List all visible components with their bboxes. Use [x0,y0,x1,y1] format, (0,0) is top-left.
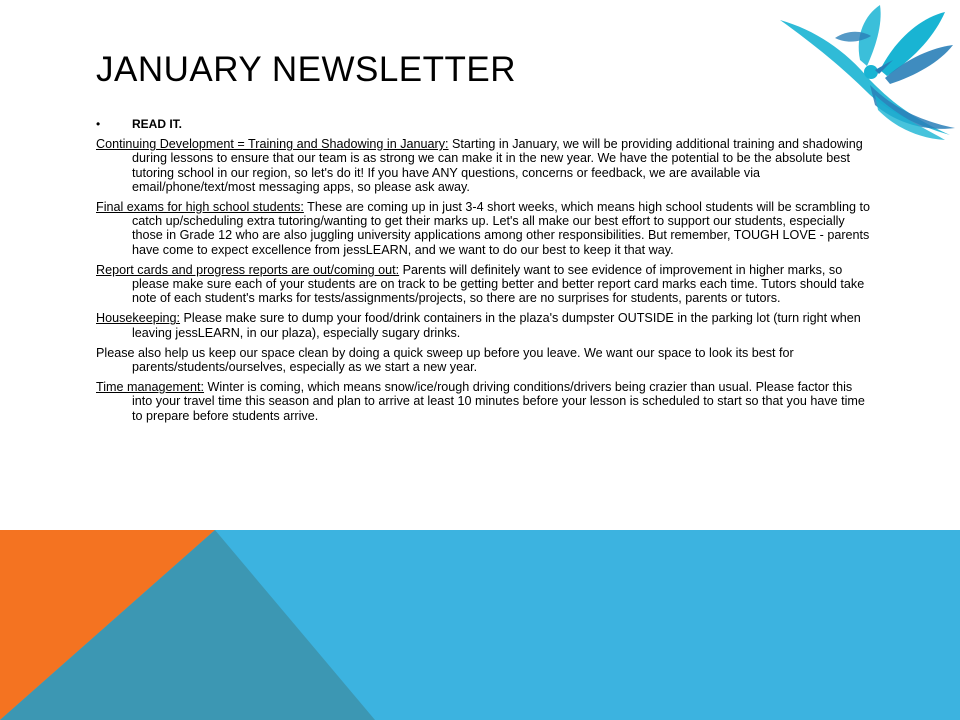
paragraph-report-cards [96,263,872,306]
decorative-footer-band [0,530,960,720]
paragraph-text: Parents will definitely want to see evidence of improvement in higher marks, so please make sure each of your students are on track to be getting better and better report card marks each time. Tutors should take note of each student's marks for tests/assignments/projects, so there are no surprises for students, parents or tutors. [132,262,865,306]
bullet-dot: • [96,117,101,131]
bullet-text: READ IT. [132,117,183,131]
bullet-item [96,117,872,131]
paragraph-heading: Continuing Development = Training and Shadowing in January: [96,137,449,152]
slide-title: JANUARY NEWSLETTER [96,50,517,89]
paragraph-heading: Housekeeping: [96,311,181,326]
paragraph-final-exams [96,200,872,257]
paragraph-text: Starting in January, we will be providing additional training and shadowing during lessons to ensure that our team is as strong we can make it in the new year. We have the potential to be the absolute best tutoring school in our region, so let's do it! If you have ANY questions, concerns or feedback, we are available via email/phone/text/most messaging apps, so please ask away. [132,137,863,194]
paragraph-clean-space [96,346,872,374]
paragraph-time-management [96,380,872,423]
paragraph-heading: Final exams for high school students: [96,200,304,215]
paragraph-housekeeping [96,311,872,339]
paragraph-text: These are coming up in just 3-4 short weeks, which means high school students will be scrambling to catch up/scheduling extra tutoring/wanting to get their marks up. Let's all make our best effort to support our students, especially those in Grade 12 who are also juggling university applications among other responsibilities. But remember, TOUGH LOVE - parents have come to expect excellence from jessLEARN, and we want to do our best to keep it that way. [132,200,870,257]
paragraph-continuing-development [96,137,872,194]
paragraph-heading: Report cards and progress reports are out/coming out: [96,262,400,277]
paragraph-heading: Time management: [96,380,205,395]
paragraph-text: Please make sure to dump your food/drink containers in the plaza's dumpster OUTSIDE in the parking lot (turn right when leaving jessLEARN, in our plaza), especially sugary drinks. [132,311,861,340]
paragraph-text: Winter is coming, which means snow/ice/rough driving conditions/drivers being crazier than usual. Please factor this into your travel time this season and plan to arrive at least 10 minutes before your lesson is scheduled to start so that you have time to prepare before students arrive. [132,380,865,423]
paragraph-text: Please also help us keep our space clean by doing a quick sweep up before you leave. We want our space to look its best for parents/students/ourselves, especially as we start a new year. [96,345,794,375]
newsletter-content [96,117,872,429]
